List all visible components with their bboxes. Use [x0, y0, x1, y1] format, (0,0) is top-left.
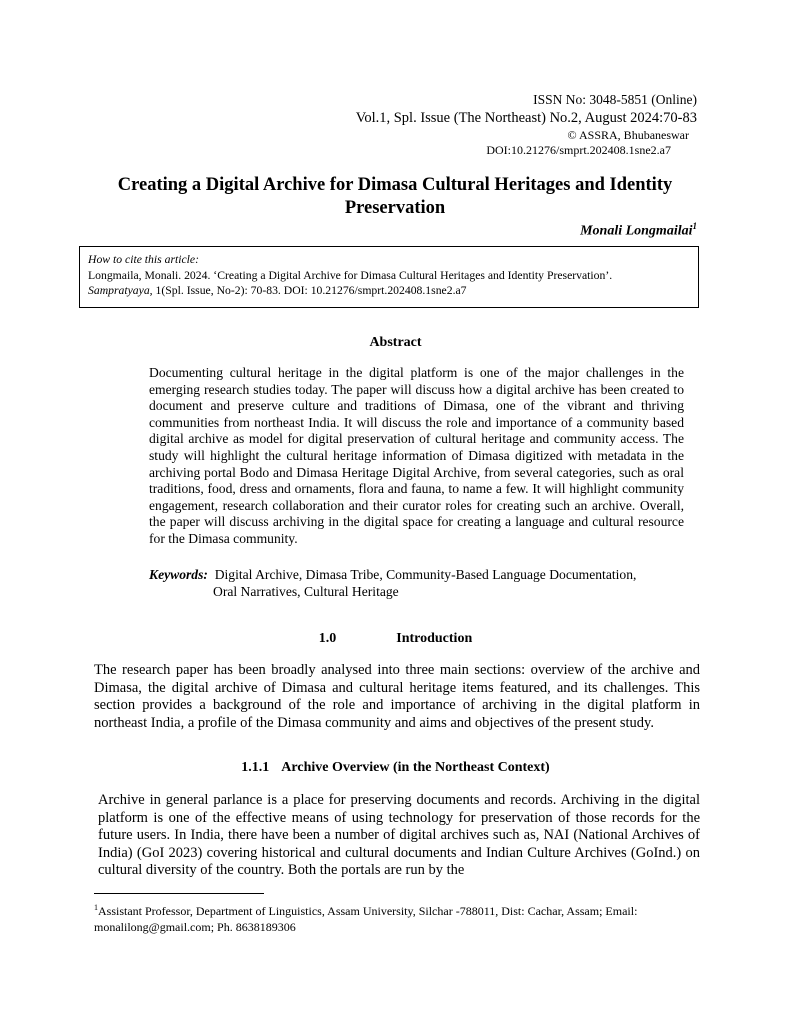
keywords-block	[149, 566, 684, 600]
citation-line-2	[88, 283, 690, 299]
subsection-number: 1.1.1	[241, 760, 270, 775]
abstract-heading: Abstract	[369, 335, 422, 350]
paper-title: Creating a Digital Archive for Dimasa Cultural Heritages and Identity Preservation	[117, 175, 673, 218]
author-footnote-mark: 1	[692, 221, 697, 231]
author-name	[580, 221, 697, 240]
section-title: Introduction	[396, 631, 473, 646]
keywords-text-1: Digital Archive, Dimasa Tribe, Community-Based Language Documentation,	[214, 567, 637, 582]
publisher-line: © ASSRA, Bhubaneswar	[567, 128, 689, 142]
keywords-line-1	[149, 566, 684, 583]
author-name-text: Monali Longmailai	[580, 223, 693, 239]
abstract-text: Documenting cultural heritage in the digital platform is one of the major challenges in the emerging research studies today. The paper will discuss how a digital archive has been created to document and preserve culture and traditions of Dimasa, one of the vibrant and thriving communities from northeast India. It will discuss the role and importance of a community based digital archive as model for digital preservation of cultural heritage and community access. The study will highlight the cultural heritage information of Dimasa digitized with metadata in the archiving portal Bodo and Dimasa Heritage Digital Archive, from several categories, such as oral traditions, food, dress and ornaments, flora and fauna, to name a few. It will highlight community engagement, research collaboration and their curator roles for creating such an archive. Overall, the paper will discuss archiving in the digital space for creating a language and cultural resource for the Dimasa community.	[149, 365, 684, 546]
footnote	[94, 900, 704, 935]
subsection-heading	[0, 760, 791, 776]
footnote-divider	[94, 893, 264, 894]
section-number: 1.0	[318, 631, 337, 646]
doi-line: DOI:10.21276/smprt.202408.1sne2.a7	[486, 143, 671, 157]
introduction-text: The research paper has been broadly analysed into three main sections: overview of the archive and Dimasa, the digital archive of Dimasa and cultural heritage items featured, and its challenges. This section provides a background of the role and importance of archiving in the digital platform in northeast India, a profile of the Dimasa community and aims and objectives of the present study.	[94, 662, 700, 731]
keywords-line-2: Oral Narratives, Cultural Heritage	[213, 584, 399, 599]
citation-label: How to cite this article:	[88, 253, 200, 266]
subsection-title: Archive Overview (in the Northeast Context)	[281, 760, 550, 775]
section-heading	[0, 631, 791, 647]
citation-box	[79, 246, 699, 308]
archive-overview-text: Archive in general parlance is a place for preserving documents and records. Archiving in the digital platform is one of the effective means of using technology for preservation of those records for the future users. In India, there have been a number of digital archives such as, NAI (National Archives of India) (GoI 2023) covering historical and cultural documents and Indian Culture Archives (GoInd.) on cultural diversity of the country. Both the portals are run by the	[98, 792, 700, 878]
volume-line: Vol.1, Spl. Issue (The Northeast) No.2, August 2024:70-83	[355, 110, 697, 126]
issn-line: ISSN No: 3048-5851 (Online)	[533, 92, 697, 107]
footnote-mark: 1	[94, 903, 98, 912]
citation-line-1: Longmaila, Monali. 2024. ‘Creating a Digital Archive for Dimasa Cultural Heritages and Identity Preservation’.	[88, 268, 613, 282]
citation-line-2-rest: 1(Spl. Issue, No-2): 70-83. DOI: 10.21276/smprt.202408.1sne2.a7	[152, 284, 467, 297]
keywords-label: Keywords:	[149, 567, 208, 582]
footnote-text: Assistant Professor, Department of Linguistics, Assam University, Silchar -788011, Dist: Cachar, Assam; Email: monalilong@gmail.com; Ph. 8638189306	[94, 904, 638, 934]
citation-journal: Sampratyaya,	[88, 284, 153, 297]
